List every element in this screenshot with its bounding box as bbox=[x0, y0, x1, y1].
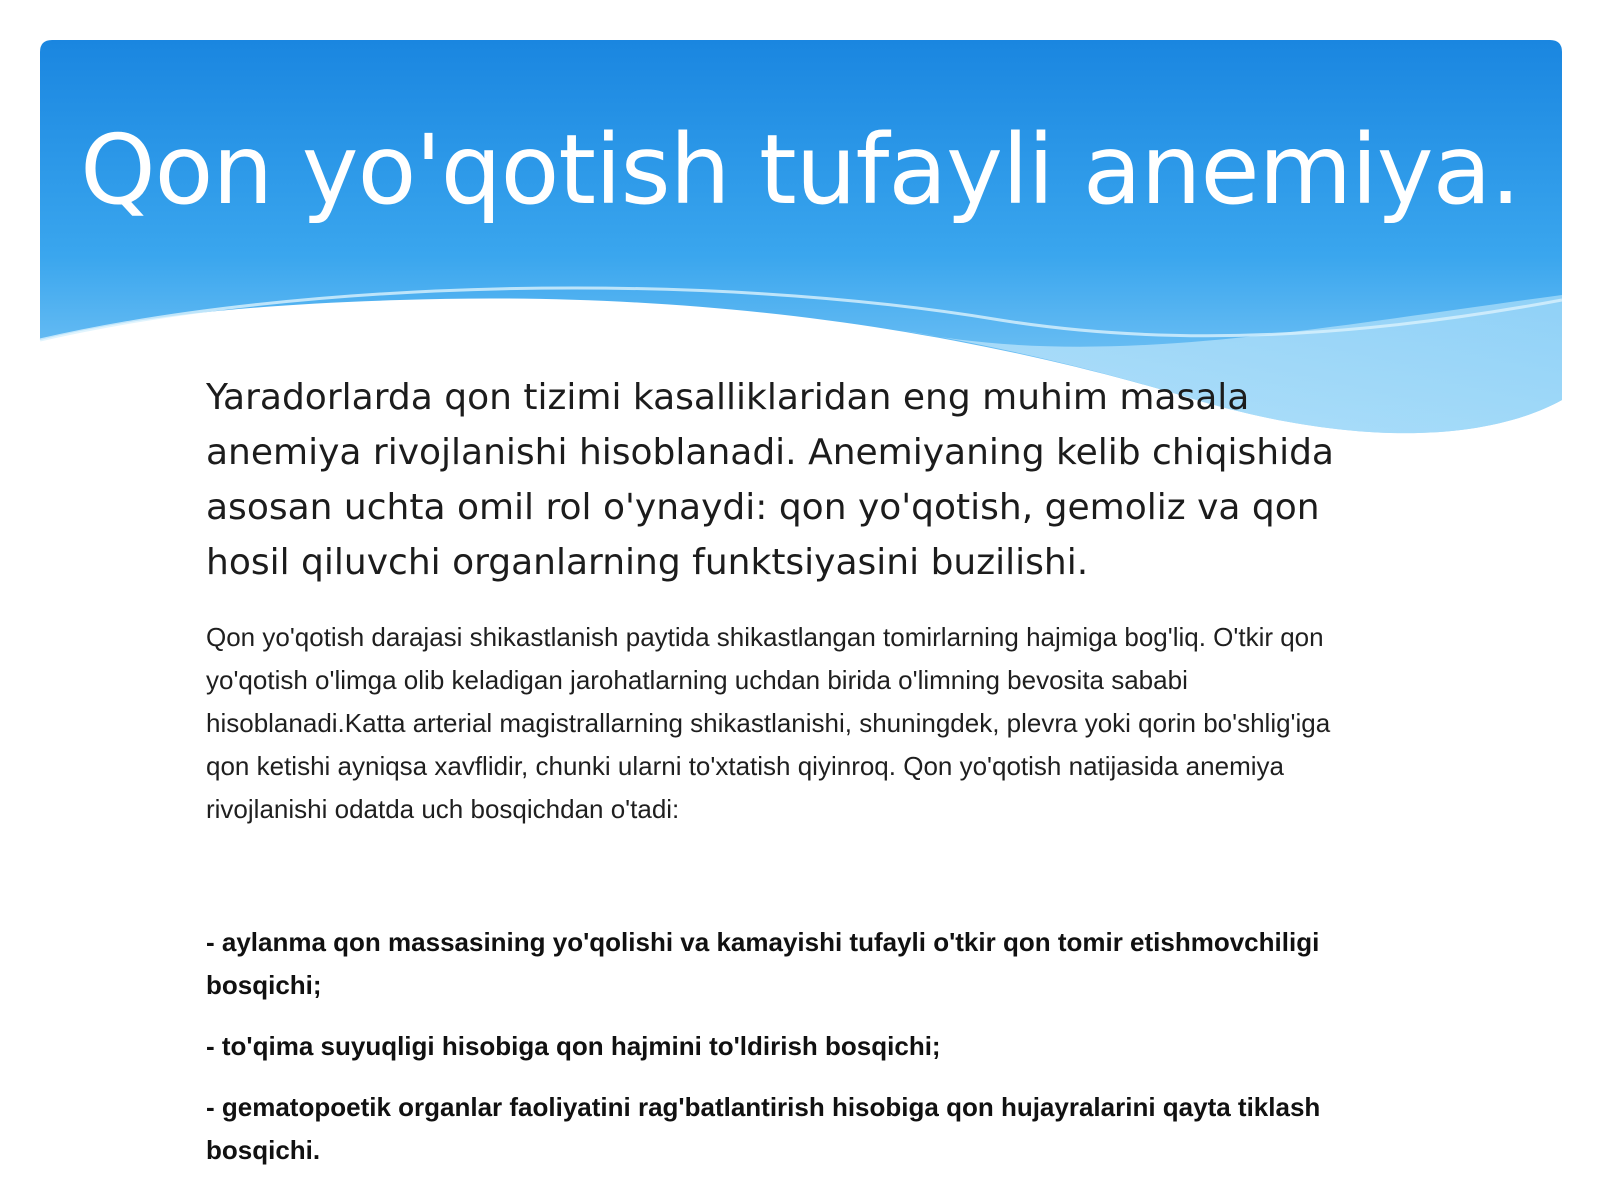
stages-list bbox=[206, 921, 1356, 1172]
slide-content bbox=[206, 370, 1356, 1190]
slide-title: Qon yo'qotish tufayli anemiya. bbox=[80, 114, 1520, 226]
intro-paragraph: Yaradorlarda qon tizimi kasalliklaridan eng muhim masala anemiya rivojlanishi hisoblanadi. Anemiyaning kelib chiqishida asosan uchta omil rol o'ynaydi: qon yo'qotish, gemoliz va qon hosil qiluvchi organlarning funktsiyasini buzilishi. bbox=[206, 377, 1334, 583]
stage-item: - gematopoetik organlar faoliyatini rag'batlantirish hisobiga qon hujayralarini qayta tiklash bosqichi. bbox=[206, 1092, 1321, 1165]
stage-item: - to'qima suyuqligi hisobiga qon hajmini to'ldirish bosqichi; bbox=[206, 1031, 941, 1061]
body-paragraph: Qon yo'qotish darajasi shikastlanish paytida shikastlangan tomirlarning hajmiga bog'liq. O'tkir qon yo'qotish o'limga olib keladigan jarohatlarning uchdan birida o'limning bevosita sababi hisoblanadi.Katta arterial magistrallarning shikastlanishi, shuningdek, plevra yoki qorin bo'shlig'iga qon ketishi ayniqsa xavflidir, chunki ularni to'xtatish qiyinroq. Qon yo'qotish natijasida anemiya rivojlanishi odatda uch bosqichdan o'tadi: bbox=[206, 622, 1331, 824]
stage-item: - aylanma qon massasining yo'qolishi va kamayishi tufayli o'tkir qon tomir etishmovchiligi bosqichi; bbox=[206, 927, 1320, 1000]
